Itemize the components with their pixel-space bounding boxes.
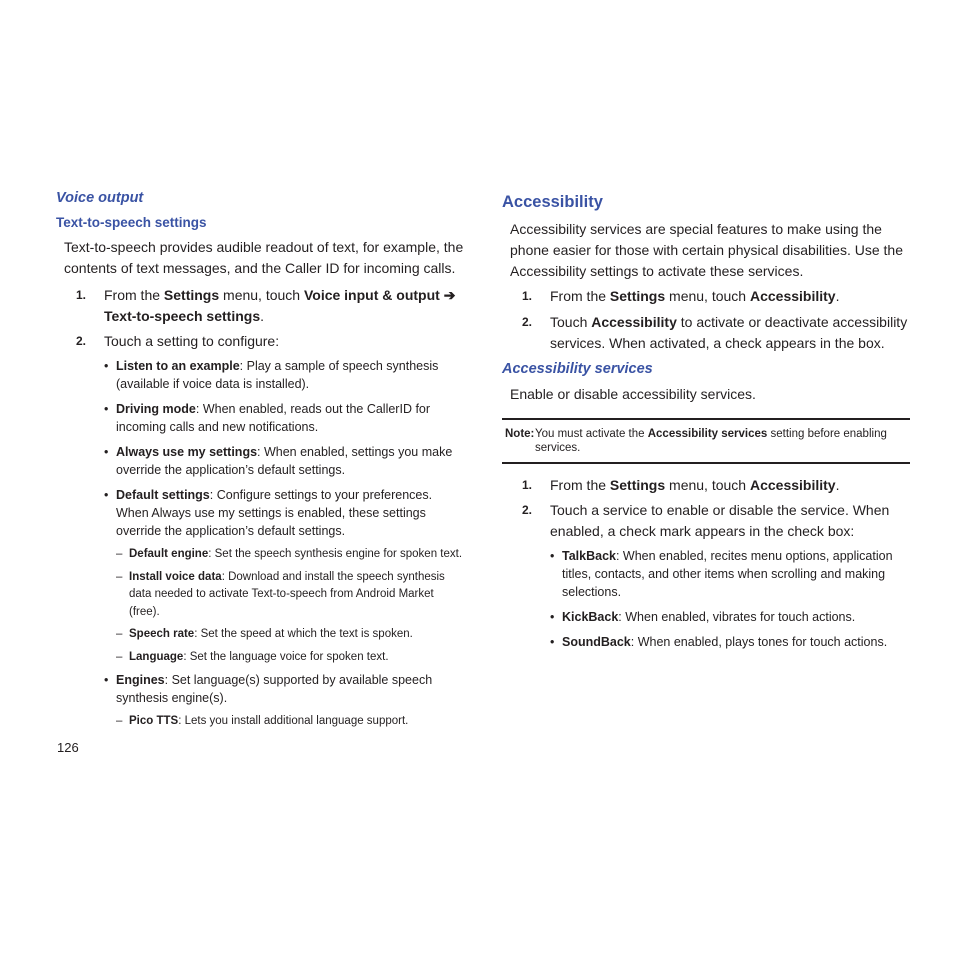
left-column [56, 190, 466, 731]
bullet-dot: • [104, 445, 109, 459]
bullet-dot: • [550, 549, 555, 563]
sub-term: Language [129, 650, 184, 663]
bullet-desc: : When enabled, reads out the CallerID for incoming calls and new notifications. [116, 402, 431, 434]
step-item [56, 331, 466, 352]
settings-term: Settings [163, 287, 220, 303]
bullet-desc: : When enabled, recites menu options, application titles, contacts, and other items when scrolling and making selections. [562, 549, 893, 599]
bullet-dot: • [550, 610, 555, 624]
note-box [502, 427, 910, 455]
bullet-item [502, 547, 910, 601]
bullet-desc: : Set language(s) supported by available speech synthesis engine(s). [116, 673, 433, 705]
sub-desc: : Set the language voice for spoken text. [183, 650, 389, 663]
services-steps-list [502, 475, 910, 542]
settings-term: Settings [609, 288, 666, 304]
steps-list [56, 285, 466, 352]
services-paragraph: Enable or disable accessibility services. [510, 386, 756, 402]
note-top-rule [502, 418, 910, 420]
accessibility-term: Accessibility [591, 314, 677, 330]
step-text: Touch a service to enable or disable the service. When enabled, a check mark appears in the check box: [550, 502, 890, 539]
sub-item [56, 649, 466, 667]
engines-sublist [56, 713, 466, 731]
bullet-term: KickBack [562, 610, 619, 624]
bullet-term: SoundBack [562, 635, 631, 649]
subsection-heading: Accessibility services [502, 361, 653, 377]
bullet-dot: • [104, 402, 109, 416]
bullet-item [56, 486, 466, 540]
sub-item [56, 569, 466, 622]
page-number: 126 [57, 740, 79, 755]
dash-marker: – [116, 650, 123, 663]
bullet-term: Always use my settings [116, 445, 258, 459]
sub-desc: : Set the speech synthesis engine for spoken text. [208, 548, 463, 560]
note-label: Note: [505, 428, 535, 440]
step-text: . [835, 477, 840, 493]
dash-marker: – [116, 548, 123, 560]
sub-term: Install voice data [129, 570, 222, 583]
step-number: 1. [76, 288, 87, 302]
bullet-term: TalkBack [562, 549, 616, 563]
subsection-heading: Text-to-speech settings [56, 215, 207, 230]
step-number: 1. [522, 478, 533, 492]
step-text: Touch [550, 314, 592, 330]
sub-desc: : Download and install the speech synthesis data needed to activate Text-to-speech from Android Market (free). [129, 570, 445, 618]
settings-bullets [56, 357, 466, 540]
step-number: 2. [522, 503, 533, 517]
bullet-dot: • [550, 635, 555, 649]
note-text: You must activate the [535, 428, 648, 440]
step-number: 1. [522, 289, 533, 303]
step-text: From the [550, 477, 610, 493]
step-item [502, 286, 910, 307]
bullet-dot: • [104, 359, 109, 373]
sub-item [56, 546, 466, 564]
step-text: . [835, 288, 840, 304]
dash-marker: – [116, 628, 123, 640]
bullet-dot: • [104, 488, 109, 502]
bullet-item [56, 671, 466, 707]
step-item [56, 285, 466, 327]
section-heading: Voice output [56, 190, 144, 206]
bullet-desc: : When enabled, vibrates for touch actions. [618, 610, 856, 624]
step-text: From the [104, 287, 164, 303]
bullet-dot: • [104, 673, 109, 687]
bullet-term: Engines [116, 673, 165, 687]
step-item [502, 312, 910, 354]
bullet-term: Driving mode [116, 402, 196, 416]
bullet-term: Default settings [116, 488, 210, 502]
note-text: setting before enabling services. [535, 428, 887, 454]
intro-paragraph: Accessibility services are special features to make using the phone easier for those with certain physical disabilities. Use the Accessibility settings to activate these services. [510, 221, 903, 279]
dash-marker: – [116, 715, 123, 727]
default-settings-sublist [56, 546, 466, 666]
accessibility-term: Accessibility [749, 288, 836, 304]
sub-item [56, 626, 466, 644]
step-text: Touch a setting to configure: [104, 333, 280, 349]
step-number: 2. [76, 334, 87, 348]
menu-path: Voice input & output ➔ Text-to-speech settings [104, 287, 456, 324]
bullet-item [502, 608, 910, 626]
sub-term: Pico TTS [129, 715, 179, 727]
bullet-desc: : When enabled, settings you make override the application’s default settings. [116, 445, 453, 477]
services-bullets [502, 547, 910, 651]
note-bottom-rule [502, 462, 910, 464]
step-text: to activate or deactivate accessibility services. When activated, a check appears in the box. [550, 314, 908, 351]
step-number: 2. [522, 315, 533, 329]
step-text: menu, touch [665, 477, 750, 493]
bullet-item [502, 633, 910, 651]
dash-marker: – [116, 570, 123, 583]
engines-bullet [56, 671, 466, 707]
accessibility-term: Accessibility [749, 477, 836, 493]
right-column [502, 193, 910, 651]
sub-term: Speech rate [129, 628, 195, 640]
step-text: menu, touch [665, 288, 750, 304]
sub-desc: : Set the speed at which the text is spoken. [194, 628, 413, 640]
bullet-desc: : Configure settings to your preferences. When Always use my settings is enabled, these settings override the application’s default settings. [116, 488, 433, 538]
section-heading: Accessibility [502, 193, 603, 211]
step-item [502, 500, 910, 542]
bullet-item [56, 357, 466, 393]
step-text: menu, touch [219, 287, 304, 303]
bullet-desc: : When enabled, plays tones for touch actions. [630, 635, 888, 649]
note-term: Accessibility services [647, 428, 768, 440]
intro-paragraph: Text-to-speech provides audible readout of text, for example, the contents of text messages, and the Caller ID for incoming calls. [64, 239, 464, 276]
step-text: From the [550, 288, 610, 304]
step-text: . [260, 308, 264, 324]
step-item [502, 475, 910, 496]
sub-item [56, 713, 466, 731]
sub-term: Default engine [129, 548, 209, 560]
bullet-item [56, 443, 466, 479]
steps-list [502, 286, 910, 354]
settings-term: Settings [609, 477, 666, 493]
bullet-item [56, 400, 466, 436]
bullet-desc: : Play a sample of speech synthesis (available if voice data is installed). [116, 359, 439, 391]
sub-desc: : Lets you install additional language support. [178, 715, 409, 727]
bullet-term: Listen to an example [116, 359, 240, 373]
